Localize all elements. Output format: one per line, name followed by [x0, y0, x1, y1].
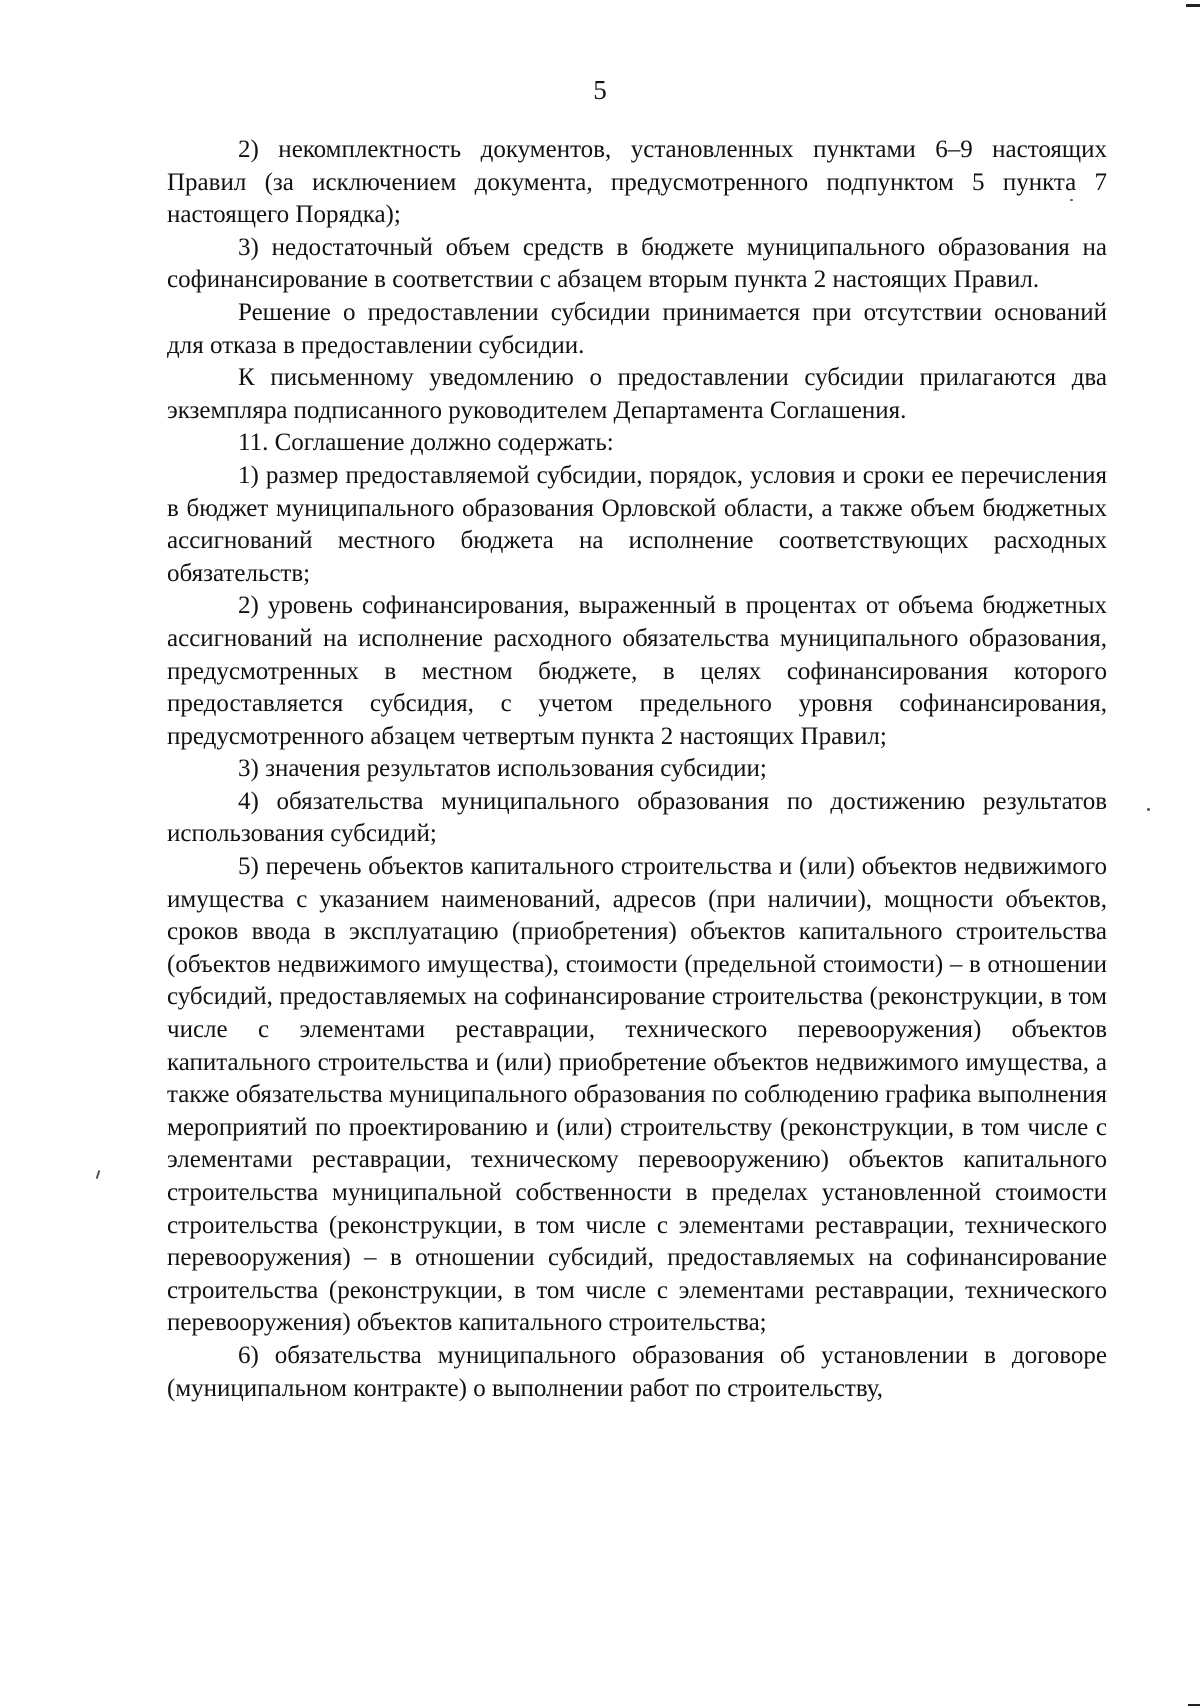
paragraph-item-3-insufficient-funds: 3) недостаточный объем средств в бюджете муниципального образования на софинансирование в соответствии с абзацем вторым пункта 2 настоящих Правил. [167, 233, 1107, 294]
paragraph-decision: Решение о предоставлении субсидии принимается при отсутствии оснований для отказа в предоставлении субсидии. [167, 298, 1107, 359]
paragraph-11-item-1: 1) размер предоставляемой субсидии, порядок, условия и сроки ее перечисления в бюджет муниципального образования Орловской области, а также объем бюджетных ассигнований местного бюджета на исполнение соответствующих расходных обязательств; [167, 461, 1107, 587]
page-number: 5 [593, 75, 607, 105]
paragraph-11-item-5: 5) перечень объектов капитального строительства и (или) объектов недвижимого имущества с указанием наименований, адресов (при наличии), мощности объектов, сроков ввода в эксплуатацию (приобретения) объектов капитального строительства (объектов недвижимого имущества), стоимости (предельной стоимости) – в отношении субсидий, предоставляемых на софинансирование строительства (реконструкции, в том числе с элементами реставрации, технического перевооружения) объектов капитального строительства и (или) приобретение объектов недвижимого имущества, а также обязательства муниципального образования по соблюдению графика выполнения мероприятий по проектированию и (или) строительству (реконструкции, в том числе с элементами реставрации, техническому перевооружению) объектов капитального строительства муниципальной собственности в пределах установленной стоимости строительства (реконструкции, в том числе с элементами реставрации, технического перевооружения) – в отношении субсидий, предоставляемых на софинансирование строительства (реконструкции, в том числе с элементами реставрации, технического перевооружения) объектов капитального строительства; [167, 853, 1107, 1337]
paragraph-11-item-6: 6) обязательства муниципального образования об установлении в договоре (муниципальном контракте) о выполнении работ по строительству, [167, 1341, 1107, 1402]
scan-edge-mark [1186, 4, 1200, 7]
paragraph-11-item-2: 2) уровень софинансирования, выраженный в процентах от объема бюджетных ассигнований на исполнение расходного обязательства муниципального образования, предусмотренных в местном бюджете, в целях софинансирования которого предоставляется субсидия, с учетом предельного уровня софинансирования, предусмотренного абзацем четвертым пункта 2 настоящих Правил; [167, 592, 1107, 750]
document-body [167, 134, 1107, 1405]
scan-edge-mark [1188, 1704, 1200, 1706]
paragraph-section-11-heading: 11. Соглашение должно содержать: [238, 429, 614, 457]
scan-speck [1147, 808, 1150, 811]
scan-speck [96, 1170, 101, 1179]
paragraph-11-item-4: 4) обязательства муниципального образования по достижению результатов использования субсидий; [167, 787, 1107, 848]
paragraph-item-2-incomplete-docs: 2) некомплектность документов, установленных пунктами 6–9 настоящих Правил (за исключением документа, предусмотренного подпунктом 5 пункта 7 настоящего Порядка); [167, 136, 1107, 229]
paragraph-11-item-3: 3) значения результатов использования субсидии; [238, 755, 767, 783]
paragraph-notification: К письменному уведомлению о предоставлении субсидии прилагаются два экземпляра подписанного руководителем Департамента Соглашения. [167, 364, 1107, 424]
